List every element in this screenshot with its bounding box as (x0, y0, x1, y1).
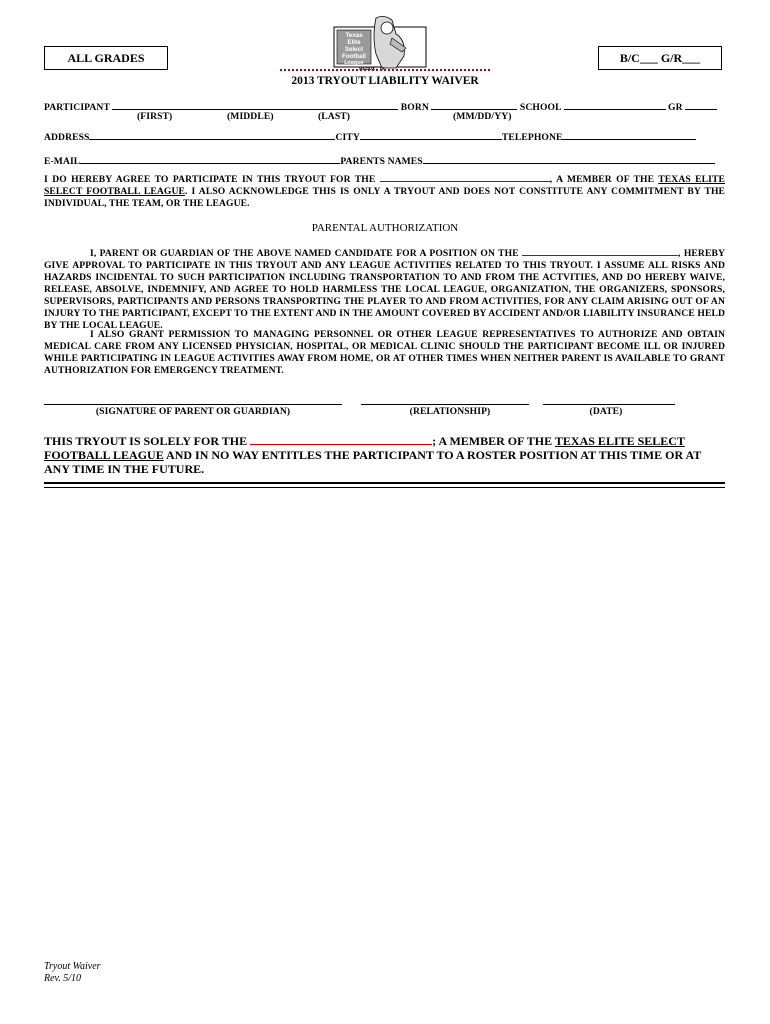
agreement-league-b: SELECT FOOTBALL LEAGUE (44, 186, 185, 197)
telephone-label: TELEPHONE (501, 132, 563, 143)
school-label: SCHOOL (519, 102, 562, 113)
parental-p2-text: I ALSO GRANT PERMISSION TO MANAGING PERSONNEL OR OTHER LEAGUE REPRESENTATIVES TO AUTHORIZE AND OBTAIN MEDICAL CARE FROM ANY LICENSED PHYSICIAN, HOSPITAL, OR MEDICAL CLINIC SHOULD THE PARTICIPANT BECOME ILL OR INJURED WHILE PARTICIPATING IN LEAGUE ACTIVITIES AWAY FROM HOME, OR AT OTHER TIMES WHEN NEITHER PARENT IS AVAILABLE TO GRANT AUTHORIZATION FOR EMERGENCY TREATMENT. (44, 329, 725, 376)
grade-box-label: ALL GRADES (67, 51, 145, 65)
relationship-label (361, 406, 539, 418)
address-label: ADDRESS (44, 132, 90, 143)
telephone-field[interactable] (562, 129, 696, 140)
team-name-field[interactable] (380, 171, 550, 182)
double-rule (44, 482, 725, 488)
agreement-text-1: I DO HEREBY AGREE TO PARTICIPATE IN THIS TRYOUT FOR THE (44, 174, 376, 185)
signature-label-text: (SIGNATURE OF PARENT OR GUARDIAN) (95, 406, 291, 417)
grade-field[interactable] (685, 99, 717, 110)
middle-hint (227, 111, 274, 123)
agreement-text-2: , A MEMBER OF THE (549, 174, 655, 185)
footer-revision: Rev. 5/10 (44, 973, 82, 984)
parental-heading (0, 221, 770, 235)
dob-format-hint (453, 111, 512, 123)
participant-name-field[interactable] (112, 99, 398, 110)
address-field[interactable] (89, 129, 335, 140)
parental-p1-start: I, PARENT OR GUARDIAN OF THE ABOVE NAMED CANDIDATE FOR A POSITION ON THE (90, 248, 519, 259)
gender-box-label: B/C___ G/R___ (619, 51, 701, 65)
agreement-league-a: TEXAS ELITE (658, 174, 725, 185)
league-logo (330, 14, 430, 70)
last-hint (318, 111, 350, 123)
logo-word-5: League (344, 60, 364, 66)
date-line[interactable] (543, 404, 675, 405)
dob-format-text: (MM/DD/YY) (453, 111, 512, 122)
logo-word-1: Texas (345, 32, 363, 39)
final-text-3: AND IN NO WAY ENTITLES THE PARTICIPANT TO A ROSTER POSITION AT THIS TIME OR AT ANY TIME IN THE FUTURE. (44, 448, 702, 476)
signature-line[interactable] (44, 404, 342, 405)
address-row (44, 129, 696, 144)
relationship-label-text: (RELATIONSHIP) (409, 406, 491, 417)
parents-names-label: PARENTS NAMES (340, 156, 423, 167)
parental-heading-text: PARENTAL AUTHORIZATION (311, 222, 459, 234)
city-label: CITY (335, 132, 360, 143)
born-label: BORN (400, 102, 429, 113)
date-label (543, 406, 669, 418)
first-hint (137, 111, 172, 123)
participant-label: PARTICIPANT (44, 102, 110, 113)
final-text-1: THIS TRYOUT IS SOLELY FOR THE (44, 434, 248, 448)
school-field[interactable] (564, 99, 666, 110)
footer-form-name: Tryout Waiver (44, 961, 101, 972)
parents-names-field[interactable] (423, 153, 715, 164)
grade-box (44, 46, 168, 70)
agreement-text-3: . I ALSO ACKNOWLEDGE THIS IS ONLY A TRYOUT AND DOES NOT CONSTITUTE ANY COMMITMENT BY (185, 186, 701, 197)
parental-p1-rest: HEREBY GIVE APPROVAL TO PARTICIPATE IN THIS TRYOUT AND ANY LEAGUE ACTIVITIES RELATED TO THIS TRYOUT. I ASSUME ALL RISKS AND HAZARDS INCIDENTAL TO SUCH PARTICIPATION INCLUDING TRANSPORTATION TO AND FROM THE ACTVITIES, AND DO HEREBY WAIVE, RELEASE, ABSOLVE, INDEMNIFY, AND AGREE TO HOLD HARMLESS THE LOCAL LEAGUE, ORGANIZATION, THE ORGANIZERS, SPONSORS, SUPERVISORS, PARTICIPANTS AND PERSONS TRANSPORTING THE PLAYER TO AND FROM ACTIVITIES, FOR ANY CLAIM ARISING OUT OF AN INJURY TO THE PARTICIPANT, EXCEPT TO THE EXTENT AND IN THE AMOUNT COVERED BY ACCIDENT AND/OR LIABILITY INSURANCE HELD BY THE LOCAL LEAGUE. (44, 248, 725, 331)
signature-label (44, 406, 342, 418)
date-label-text: (DATE) (589, 406, 623, 417)
email-label: E-MAIL (44, 156, 81, 167)
agreement-text-4: THE INDIVIDUAL, THE TEAM, OR THE LEAGUE. (44, 186, 726, 209)
page-title-text: 2013 TRYOUT LIABILITY WAIVER (291, 75, 479, 87)
footer (44, 961, 101, 985)
logo-bottom-text: REDUX · TX (359, 66, 385, 70)
logo-word-3: Select (344, 46, 364, 53)
last-hint-text: (LAST) (318, 111, 351, 122)
position-team-field[interactable] (522, 245, 678, 256)
middle-hint-text: (MIDDLE) (227, 111, 274, 122)
title-accent-line (280, 69, 490, 71)
logo-word-2: Elite (347, 39, 361, 46)
final-team-field[interactable] (250, 432, 432, 445)
logo-word-4: Football (341, 53, 367, 60)
born-field[interactable] (431, 99, 517, 110)
gender-box[interactable] (598, 46, 722, 70)
email-field[interactable] (80, 153, 340, 164)
first-hint-text: (FIRST) (137, 111, 173, 122)
final-text-2: ; A MEMBER OF THE (432, 434, 553, 448)
parental-paragraph-1: I, PARENT OR GUARDIAN OF THE ABOVE NAMED CANDIDATE FOR A POSITION ON THE , HEREBY GIVE APPROVAL TO PARTICIPATE IN THIS TRYOUT AND ANY LEAGUE ACTIVITIES RELATED TO THIS TRYOUT. I ASSUME ALL RISKS AND HAZARDS INCIDENTAL TO SUCH PARTICIPATION INCLUDING TRANSPORTATION TO AND FROM THE ACTVITIES, AND DO HEREBY WAIVE, RELEASE, ABSOLVE, INDEMNIFY, AND AGREE TO HOLD HARMLESS THE LOCAL LEAGUE, ORGANIZATION, THE ORGANIZERS, SPONSORS, SUPERVISORS, PARTICIPANTS AND PERSONS TRANSPORTING THE PLAYER TO AND FROM ACTIVITIES, FOR ANY CLAIM ARISING OUT OF AN INJURY TO THE PARTICIPANT, EXCEPT TO THE EXTENT AND IN THE AMOUNT COVERED BY ACCIDENT AND/OR LIABILITY INSURANCE HELD BY THE LOCAL LEAGUE. (44, 245, 725, 332)
grade-label: GR (668, 102, 683, 113)
final-league-b: FOOTBALL LEAGUE (44, 448, 164, 462)
league-logo-graphic (330, 14, 430, 70)
final-league-a: TEXAS ELITE SELECT (554, 434, 685, 448)
agreement-paragraph (44, 171, 725, 210)
final-statement (44, 432, 725, 476)
page-title (0, 74, 770, 88)
email-row (44, 153, 715, 168)
parental-paragraph-2 (44, 329, 725, 377)
relationship-line[interactable] (361, 404, 529, 405)
city-field[interactable] (360, 129, 502, 140)
